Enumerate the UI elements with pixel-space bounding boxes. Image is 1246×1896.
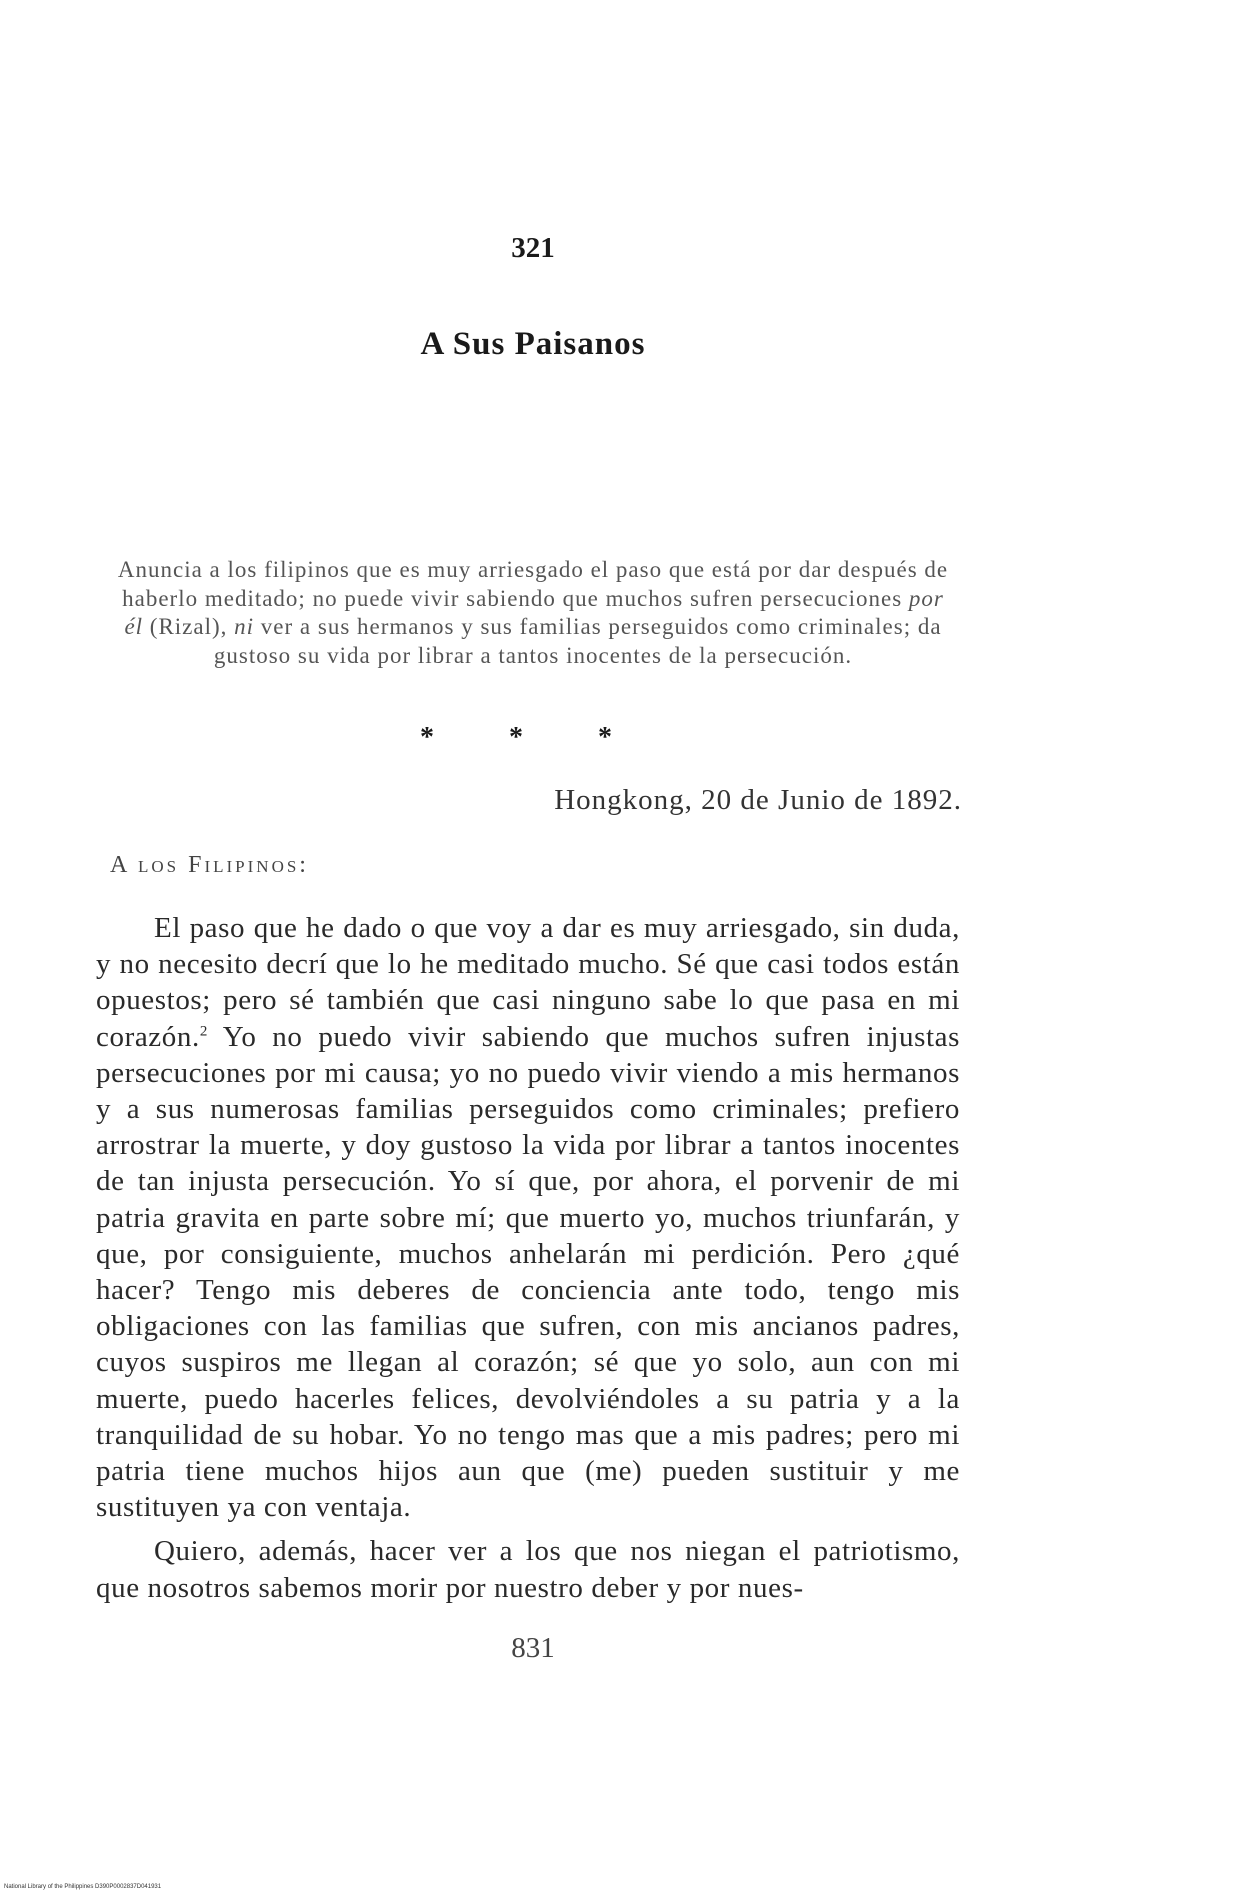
summary-text-2: (Rizal), [143,614,235,639]
library-credit: National Library of the Philippines D390P0002837D041931 [4,1884,162,1890]
summary-italic-2: ni [234,614,255,639]
paragraph-1-part-a: El paso que he dado o que voy a dar es muy arriesgado, sin duda, y no necesito decrí que lo he meditado mucho. Sé que casi todos están opuestos; pero sé también que casi ninguno sabe lo que pasa en mi corazón. [96,912,960,1053]
paragraph-1 [96,910,960,1525]
salutation: A los Filipinos: [110,852,309,878]
paragraph-2: Quiero, además, hacer ver a los que nos niegan el patriotismo, que nosotros sabemos morir por nuestro deber y por nues- [96,1535,960,1604]
summary-italic-1: por él [124,585,944,639]
letter-title: A Sus Paisanos [420,326,646,362]
folio-number: 831 [511,1632,555,1664]
letter-body [96,910,960,1606]
dateline: Hongkong, 20 de Junio de 1892. [554,784,962,816]
summary-text-3: ver a sus hermanos y sus familias perseguidos como criminales; da gustoso su vida por librar a tantos inocentes de la persecución. [213,614,942,668]
footnote-marker: 2 [199,1022,208,1039]
section-divider: * * * [420,722,646,753]
summary-text-1: Anuncia a los filipinos que es muy arriesgado el paso que está por dar después de haberlo meditado; no puede vivir sabiendo que muchos sufren persecuciones [117,557,949,611]
paragraph-1-part-b: Yo no puedo vivir sabiendo que muchos sufren injustas persecuciones por mi causa; yo no puedo vivir viendo a mis hermanos y a sus numerosas familias perseguidos como criminales; prefiero arrostrar la muerte, y doy gustoso la vida por librar a tantos inocentes de tan injusta persecución. Yo sí que, por ahora, el porvenir de mi patria gravita en parte sobre mí; que muerto yo, muchos triunfarán, y que, por consiguiente, muchos anhelarán mi perdición. Pero ¿qué hacer? Tengo mis deberes de conciencia ante todo, tengo mis obligaciones con las familias que sufren, con mis ancianos padres, cuyos suspiros me llegan al corazón; sé que yo solo, aun con mi muerte, puedo hacerles felices, devolviéndoles a su patria y a la tranquilidad de su hobar. Yo no tengo mas que a mis padres; pero mi patria tiene muchos hijos aun que (me) pueden sustituir y me sustituyen ya con ventaja. [96,1020,960,1524]
page-number: 321 [511,232,555,264]
editorial-summary [110,556,956,670]
